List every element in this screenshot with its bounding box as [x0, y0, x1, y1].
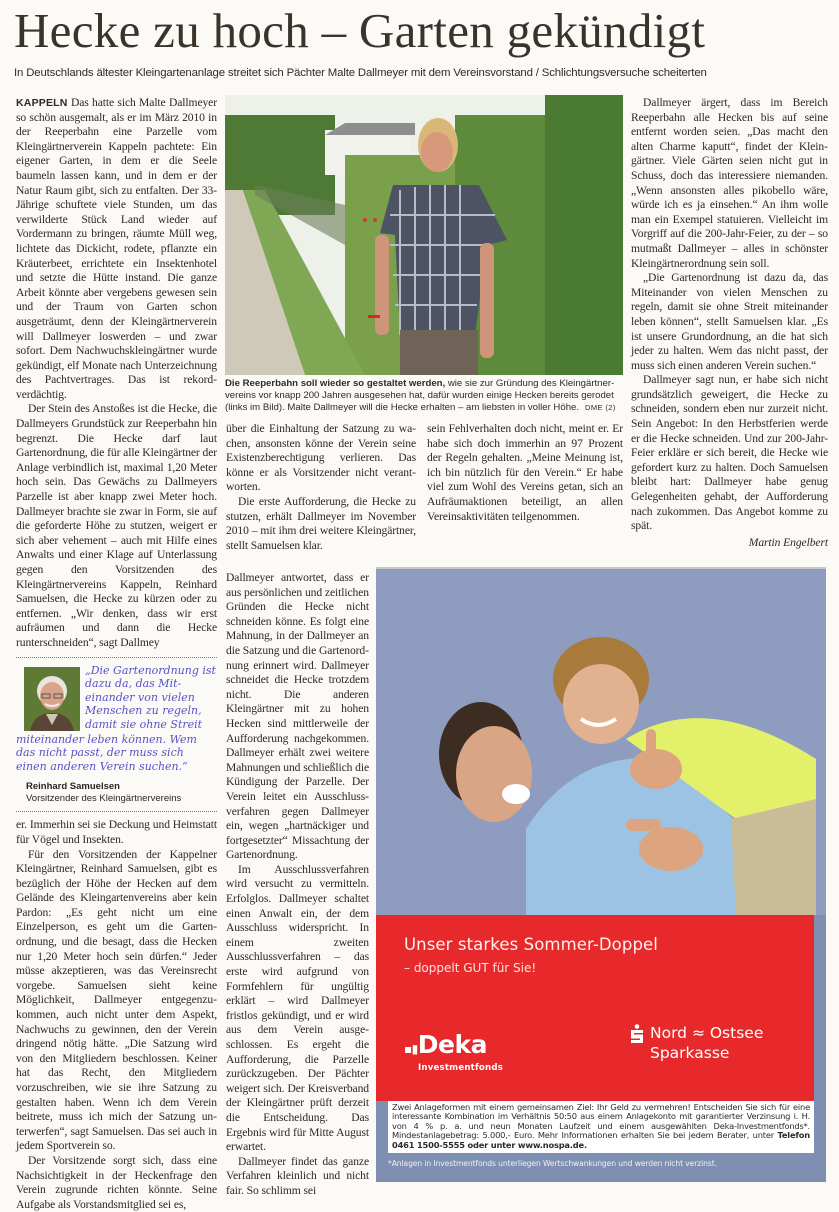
ad-subtitle: – doppelt GUT für Sie!	[404, 961, 537, 975]
ad-footnote: *Anlagen in Investmentfonds unterliegen Wertschwankungen und werden nicht verzinst.	[388, 1159, 717, 1168]
pull-quote-bottom: miteinander leben können. Wem das nicht passt, der muss sich einen anderen Verein suchen.“	[16, 732, 197, 773]
deka-logo-subtitle: Investmentfonds	[418, 1063, 504, 1073]
ad-red-panel	[376, 915, 814, 1101]
author-byline: Martin Engelbert	[748, 535, 828, 549]
column-1-top	[16, 96, 217, 651]
portrait-image-icon	[24, 667, 80, 731]
paragraph: Dallmeyer sagt nun, er habe sich nicht grundsätzlich geweigert, die Hecke zu schneiden, sondern eben nur zurzeit nicht. Sein Angebot: In den Herbstferien werde er die Hecke schneiden. Und zur 200-Jahr-Feier erkläre er sich bereit, die Hecke wie gefordert kurz zu halten. Doch Samuelsen bleibt hart: Dallmeyer habe genug Gelegenheiten gehabt, der Aufforderung nach zukommen. Das Angebot komme zu spät.	[631, 373, 828, 533]
father-son-thumbs-up-image-icon	[376, 569, 826, 915]
dateline: KAPPELN	[16, 97, 68, 109]
headline: Hecke zu hoch – Garten gekündigt	[14, 3, 706, 58]
column-1-bottom	[16, 818, 217, 1212]
divider	[16, 657, 217, 658]
sparkasse-name-line2: Sparkasse	[650, 1044, 730, 1062]
caption-lead: Die Reeperbahn soll wieder so gestaltet werden,	[225, 378, 446, 389]
sparkasse-s-icon	[630, 1024, 644, 1044]
column-1	[16, 96, 217, 1211]
quote-author-name: Reinhard Samuelsen	[26, 781, 120, 793]
photo-caption	[225, 378, 625, 415]
pull-quote-top: „Die Gartenordnung ist dazu da, das Miteinander von vielen Menschen zu regeln, damit sie ohne Streit	[85, 663, 216, 731]
advertisement	[376, 567, 826, 1182]
sparkasse-logo	[630, 1023, 763, 1063]
paragraph: Im Ausschlussverfahren wird versucht zu vermitteln. Erfolglos. Dallmeyer schaltet einen Anwalt ein, der dem Ausschluss widerspricht. In einem zweiten Ausschlussverfahren – das erste wird aufgrund von Formfehlern für ungültig erklärt – wird Dallmeyer fristlos gekündigt, und er wird aus dem Verein ausgeschlossen. Es ergeht die Aufforderung, die Parzelle zurückzugeben. Der Pächter weigert sich. Der Kreisverband der Kleingärtner prüft derzeit die Entscheidung. Das Ergebnis wird für Mitte August erwartet.	[226, 862, 369, 1154]
deka-bars-icon: ▪▮	[404, 1042, 418, 1056]
paragraph: „Die Gartenordnung ist dazu da, das Miteinander von vielen Menschen zu regeln, damit sie ohne Streit miteinander leben können“, stellt Samuelsen klar. „Es ist unsere Grundordnung, an die hat sich jeder zu halten. Wem das nicht passt, der muss sich einen anderen Verein suchen.“	[631, 271, 828, 372]
column-4	[631, 96, 828, 550]
deka-logo-text: ▪▮Deka	[404, 1030, 487, 1059]
quote-head	[16, 664, 217, 732]
portrait-photo	[24, 667, 80, 731]
paragraph: Dallmeyer antwortet, dass er aus persönlichen und zeitlichen Gründen die Hecke nicht schneiden könne. Es folgt eine Mahnung, in der Dallmeyer an die Satzung und die Gartenordnung erinnert wird. Dallmeyer schneidet die Hecke trotzdem nicht. Die anderen Kleingärtner mit zu hohen Hecken sind mittlerweile der Aufforderung nachgekommen. Dallmeyer erhält zwei weitere Mahnungen und schließlich die Kündigung der Parzelle. Der Verein leitet ein Ausschlussverfahren gegen Dallmeyer ein, wegen „hartnäckiger und fortgesetzter“ Missachtung der Gartenordnung.	[226, 571, 369, 862]
sparkasse-name-line1: Nord ≈ Ostsee	[650, 1024, 764, 1042]
divider	[16, 811, 217, 812]
ad-title: Unser starkes Sommer-Doppel	[404, 935, 658, 954]
paragraph: Dallmeyer findet das ganze Verfahren kleinlich und nicht fair. So schlimm sei	[226, 1154, 369, 1197]
article-photo	[225, 95, 623, 375]
paragraph: über die Einhaltung der Satzung zu wachen, ansonsten könne der Verein seine Existenzberechtigung verlieren. Das könne er als Vorsitzender nicht verantworten.	[226, 422, 416, 494]
lead-paragraph: KAPPELN Das hatte sich Malte Dallmeyer so schön ausgemalt, als er im März 2010 in der Reeperbahn eine Parzelle vom Kleingärtnerverein Kappeln pachtete: Ein eigener Garten, in dem er die Seele baumeln lassen kann, und in dem er der Natur Raum gibt, sich zu entfalten. Der 33-Jährige schuftete viele Stunden, um das verwilderte Stück Land wieder auf Vordermann zu bringen, räumte Müll weg, lichtete das Dickicht, rodete, pflanzte ein Kräuterbeet, errichtete ein Insektenhotel und setzte die Hütte instand. Die ganze Arbeit könnte aber vergebens gewesen sein und der Traum von Garten schon ausgeträumt, denn der Kleingärtnerverein will Dallmeyer loswerden – und zwar sofort. Dem Nachwuchskleingärtner wurde gekündigt, elf Monate nach Unterzeichnung des Pachtvertrages. Das ist rekordverdächtig.	[16, 96, 217, 401]
column-3	[427, 422, 623, 524]
caption-text: wie sie zur Gründung des Kleingärtnervereins vor knapp 200 Jahren ausgesehen hat, dafür wurden einige Hecken bereits gerodet (links im Bild). Malte Dallmeyer will die Hecke erhalten – am liebsten in voller Höhe.	[225, 378, 615, 414]
ad-info-text: Zwei Anlageformen mit einem gemeinsamen Ziel: Ihr Geld zu vermehren! Entscheiden Sie sich für eine interessante Kombination im Verhältnis 50:50 aus einem Anlagekonto mit garantierter Verzinsung i. H. von 4 % p. a. und neun Monaten Laufzeit und einem ausgewählten Deka-Investmentfonds*. Mindestanlagebetrag: 5.000,- Euro. Mehr Informationen erhalten Sie bei jedem Berater, unter Telefon 0461 1500-5555 oder unter www.nospa.de.	[388, 1101, 814, 1153]
paragraph: sein Fehlverhalten doch nicht, meint er. Er habe sich doch immerhin an 97 Prozent der Regeln gehalten. „Meine Meinung ist, ich bin nützlich für den Verein.“ Er habe viel zum Wohl des Vereins getan, sich an Aufräumaktionen beteiligt, an allen Vereinsaktivitäten teilgenommen.	[427, 422, 623, 523]
photo-credit: DME (2)	[585, 403, 616, 413]
paragraph: Die erste Aufforderung, die Hecke zu stutzen, erhält Dallmeyer im November 2010 – mit ihm drei weitere Kleingärtner, stellt Samuelsen klar.	[226, 494, 416, 552]
paragraph: Der Stein des Anstoßes ist die Hecke, die Dallmeyers Grundstück zur Reeperbahn hin begrenzt. Die Hecke darf laut Gartenordnung, die für alle Kleingärtner der Anlage verbindlich ist, maximal 1,20 Meter hoch sein. Das Gewächs zu Dallmeyers Parzelle ist aber knapp zwei Meter hoch. Dallmeyer brachte sie zwar in Form, sie auf die geforderte Höhe zu stutzen, weigert er sich aber vehement – auch mit Hilfe eines Anwalts und einer Klage auf Unterlassung gegen den Vorsitzenden des Kleingärtnervereins Kappeln, Reinhard Samuelsen, die Hecke zu kürzen oder zu entfernen. „Wir denken, dass wir erst aufräumen und dann die Hecke runterschneiden“, sagt Dallmey	[16, 402, 217, 649]
ad-contact[interactable]: Telefon 0461 1500-5555 oder unter www.nospa.de.	[392, 1130, 810, 1150]
deka-logo	[404, 1031, 503, 1074]
paragraph: Für den Vorsitzenden der Kappelner Kleingärtner, Reinhard Samuelsen, gibt es bezüglich der Höhe der Hecken auf dem Gelände des Kleingartenvereins aber kein Pardon: „Es geht nicht um eine Einzelperson, es geht um die Gartenordnung, und die besagt, dass die Hecken nur 1,20 Meter hoch sein dürfen.“ Jeder müsse akzeptieren, was das Vereinsrecht vorgebe. Samuelsen sieht keine Möglichkeit, Dallmeyer entgegenzukommen, auch nicht unter dem Aspekt, Nachwuchs zu gewinnen, den der Verein dringend nötig hätte. „Die Satzung wird von den Mitgliedern beschlossen. Keiner hat das Recht, den Mitgliedern vorzuschreiben, wie sie ihre Satzung zu gestalten haben. Wenn ich dem Verein beitrete, muss ich mich der Satzung unterwerfen“, sagt Samuelsen. Das sei auch in jedem Sportverein so.	[16, 847, 217, 1153]
paragraph: er. Immerhin sei sie Deckung und Heimstatt für Vögel und Insekten.	[16, 818, 217, 846]
subheadline: In Deutschlands ältester Kleingartenanlage streitet sich Pächter Malte Dallmeyer mit dem Vereinsvorstand / Schlichtungsversuche scheiterten	[14, 67, 707, 79]
column-2-top	[226, 422, 416, 553]
ad-photo	[376, 569, 826, 915]
paragraph: Dallmeyer ärgert, dass im Bereich Reeperbahn alle Hecken bis auf seine entfernt worden seien. „Das macht den alten Charme kaputt“, findet der Kleingärtner. Viele Gärten seien nicht gut in Schuss, doch das interessiere niemanden. „Wenn ansonsten alles pikobello wäre, würde ich es ja einsehen.“ An ihm wolle man ein Exempel statuieren. Vielleicht im Vorgriff auf die 200-Jahr-Feier, zu der – so mutmaßt Dallmeyer – alles in schönster Kleingärtnerordnung sein soll.	[631, 96, 828, 270]
man-by-hedge-image-icon	[225, 95, 623, 375]
paragraph: Der Vorsitzende sorgt sich, dass eine Nachsichtigkeit in der Heckenfrage den Verein zugrunde richten könnte. Seine Aufgabe als Vorstandsmitglied sei es,	[16, 1153, 217, 1211]
quote-box	[16, 664, 217, 806]
column-2-narrow	[226, 571, 369, 1199]
quote-author-role: Vorsitzender des Kleingärtnervereins	[26, 793, 182, 805]
